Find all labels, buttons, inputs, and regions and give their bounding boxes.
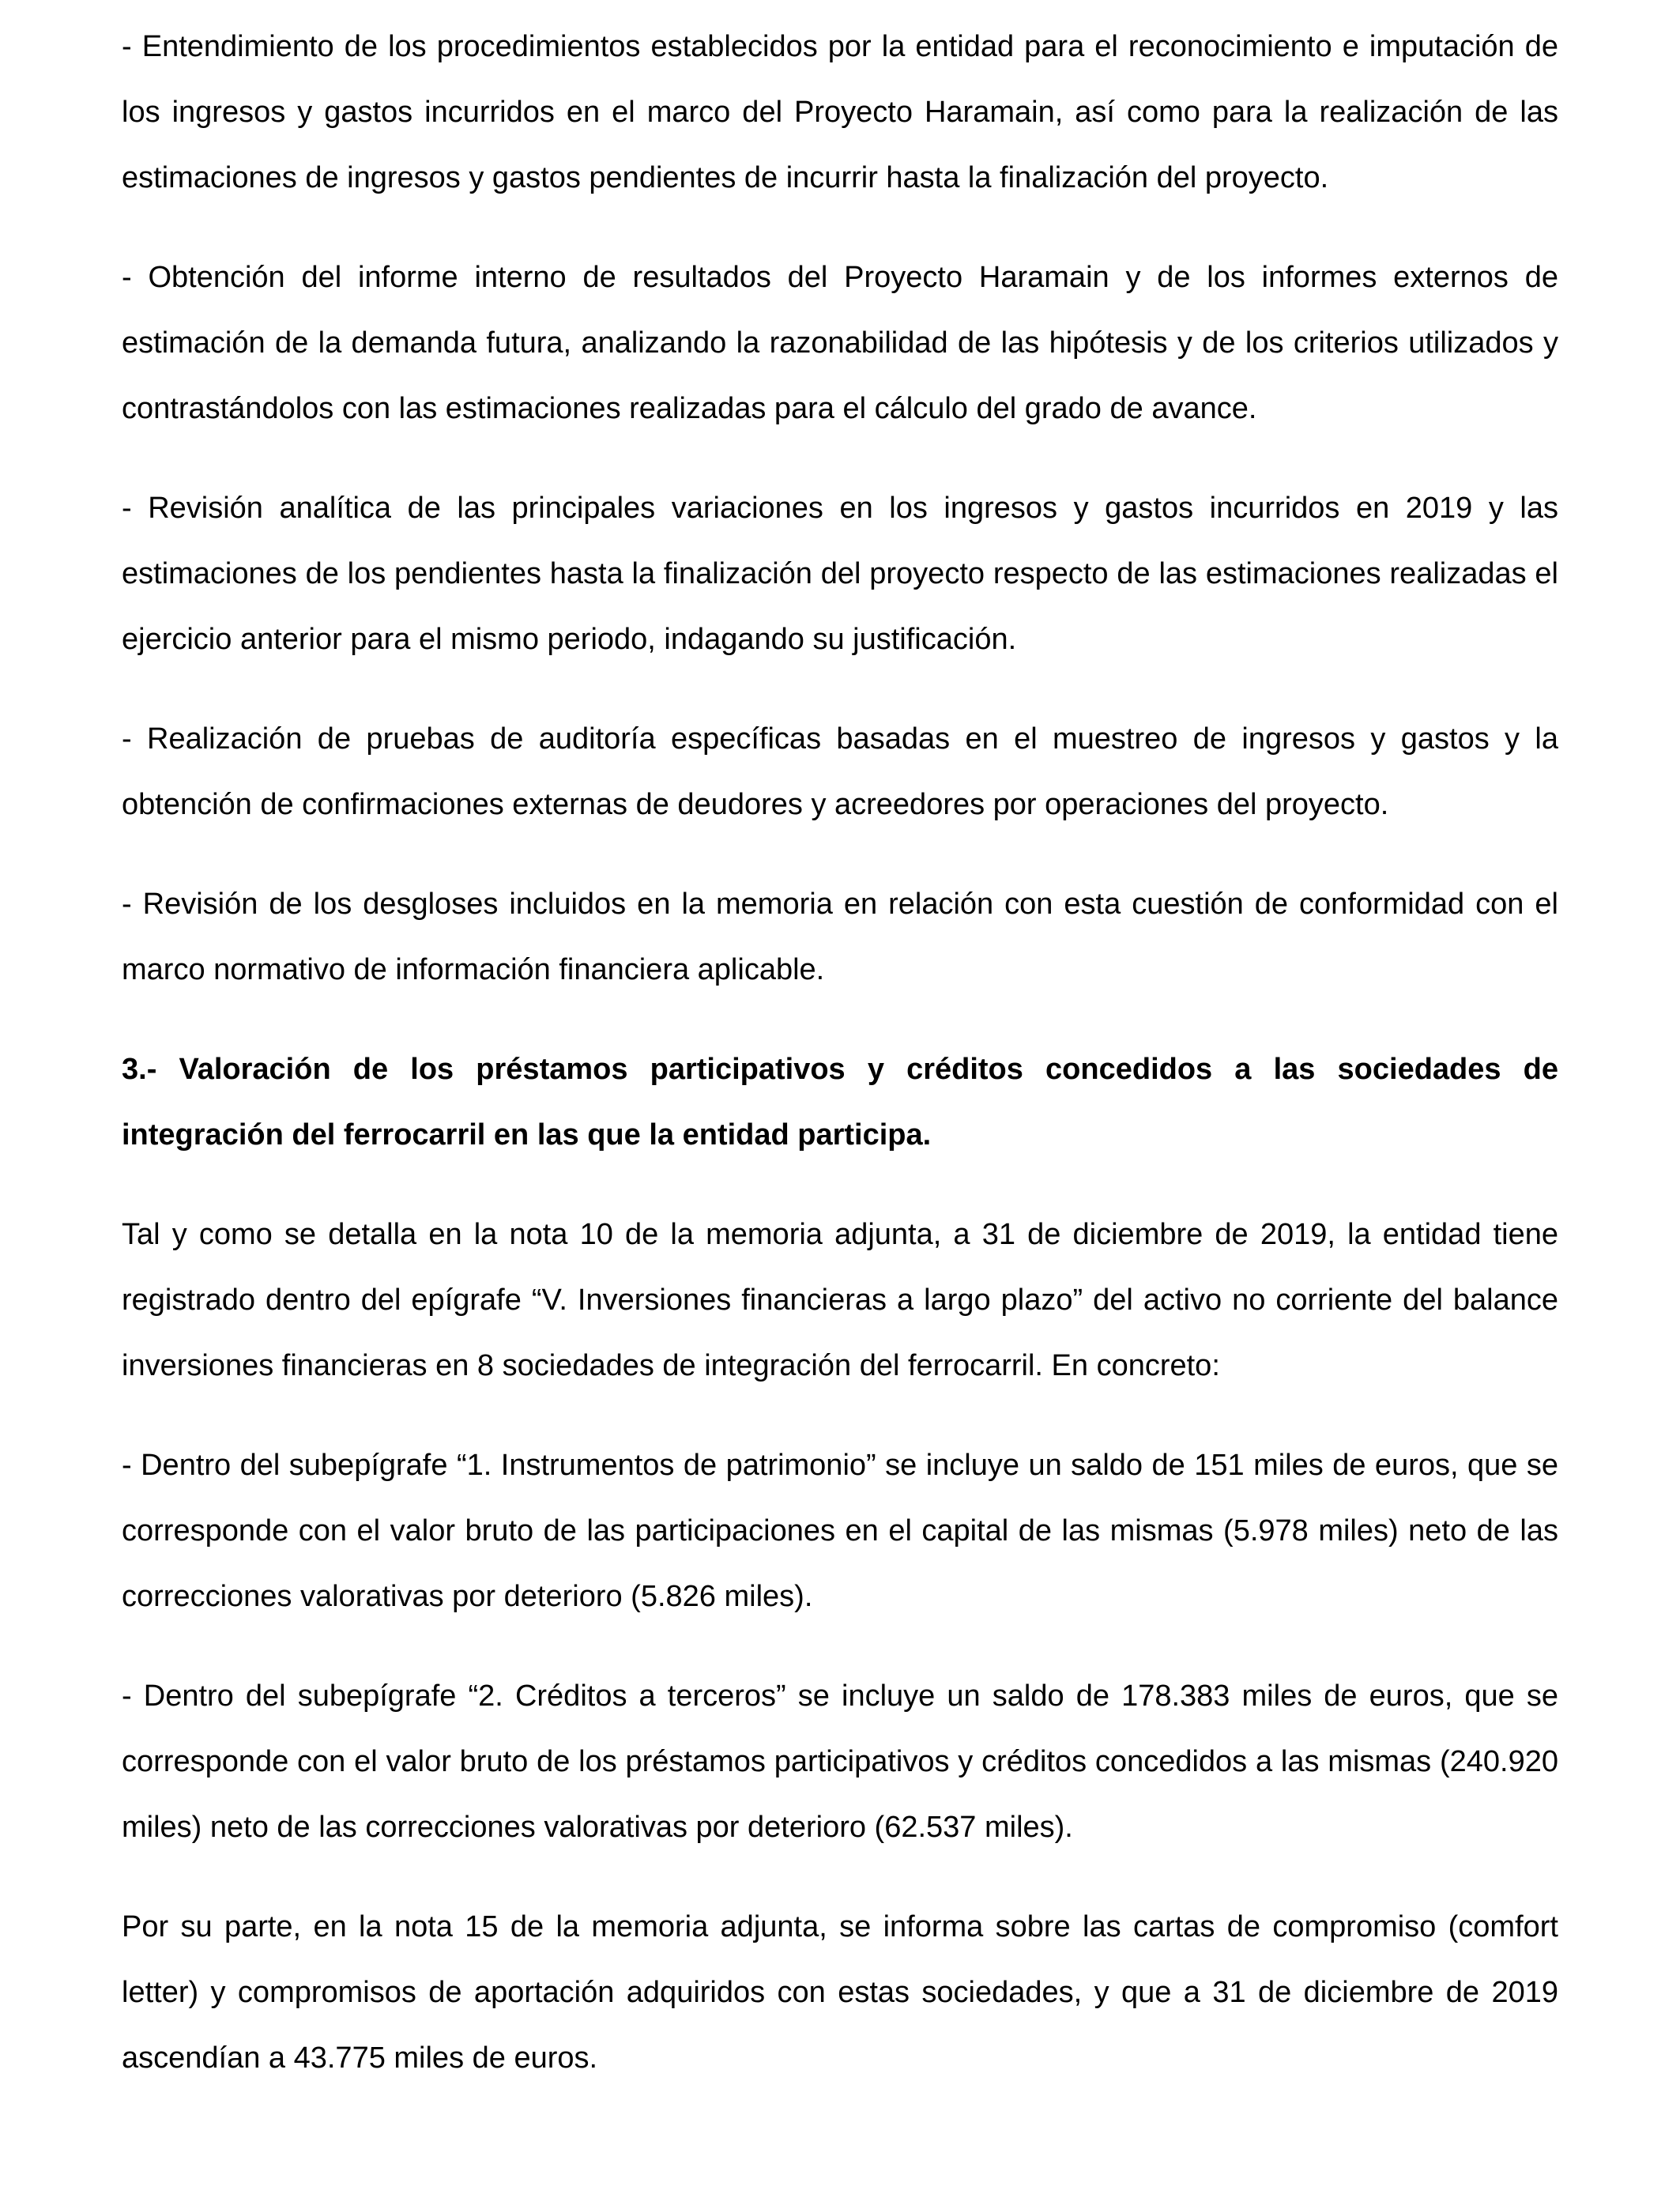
bullet-audit-tests: - Realización de pruebas de auditoría específicas basadas en el muestreo de ingresos y gastos y la obtención de confirmaciones externas de deudores y acreedores por operaciones del proyecto. [122,722,1558,821]
paragraph-note-10: Tal y como se detalla en la nota 10 de la memoria adjunta, a 31 de diciembre de 2019, la entidad tiene registrado dentro del epígrafe “V. Inversiones financieras a largo plazo” del activo no corriente del balance inversiones financieras en 8 sociedades de integración del ferrocarril. En concreto: [122,1218,1558,1382]
bullet-third-party-credits: - Dentro del subepígrafe “2. Créditos a terceros” se incluye un saldo de 178.383 miles de euros, que se corresponde con el valor bruto de los préstamos participativos y créditos concedidos a las mismas (240.920 miles) neto de las correcciones valorativas por deterioro (62.537 miles). [122,1679,1558,1844]
bullet-analytical-review: - Revisión analítica de las principales variaciones en los ingresos y gastos incurridos en 2019 y las estimaciones de los pendientes hasta la finalización del proyecto respecto de las estimaciones realizadas el ejercicio anterior para el mismo periodo, indagando su justificación. [122,492,1558,656]
bullet-procedures-understanding: - Entendimiento de los procedimientos establecidos por la entidad para el reconocimiento e imputación de los ingresos y gastos incurridos en el marco del Proyecto Haramain, así como para la realización de las estimaciones de ingresos y gastos pendientes de incurrir hasta la finalización del proyecto. [122,30,1558,194]
paragraph-note-15: Por su parte, en la nota 15 de la memoria adjunta, se informa sobre las cartas de compromiso (comfort letter) y compromisos de aportación adquiridos con estas sociedades, y que a 31 de diciembre de 2019 ascendían a 43.775 miles de euros. [122,1910,1558,2075]
bullet-equity-instruments: - Dentro del subepígrafe “1. Instrumentos de patrimonio” se incluye un saldo de 151 miles de euros, que se corresponde con el valor bruto de las participaciones en el capital de las mismas (5.978 miles) neto de las correcciones valorativas por deterioro (5.826 miles). [122,1449,1558,1613]
bullet-internal-report: - Obtención del informe interno de resultados del Proyecto Haramain y de los informes externos de estimación de la demanda futura, analizando la razonabilidad de las hipótesis y de los criterios utilizados y contrastándolos con las estimaciones realizadas para el cálculo del grado de avance. [122,261,1558,425]
bullet-disclosures-review: - Revisión de los desgloses incluidos en la memoria en relación con esta cuestión de conformidad con el marco normativo de información financiera aplicable. [122,888,1558,986]
document-page [122,14,1558,2125]
section-heading-3: 3.- Valoración de los préstamos participativos y créditos concedidos a las sociedades de integración del ferrocarril en las que la entidad participa. [122,1053,1558,1152]
